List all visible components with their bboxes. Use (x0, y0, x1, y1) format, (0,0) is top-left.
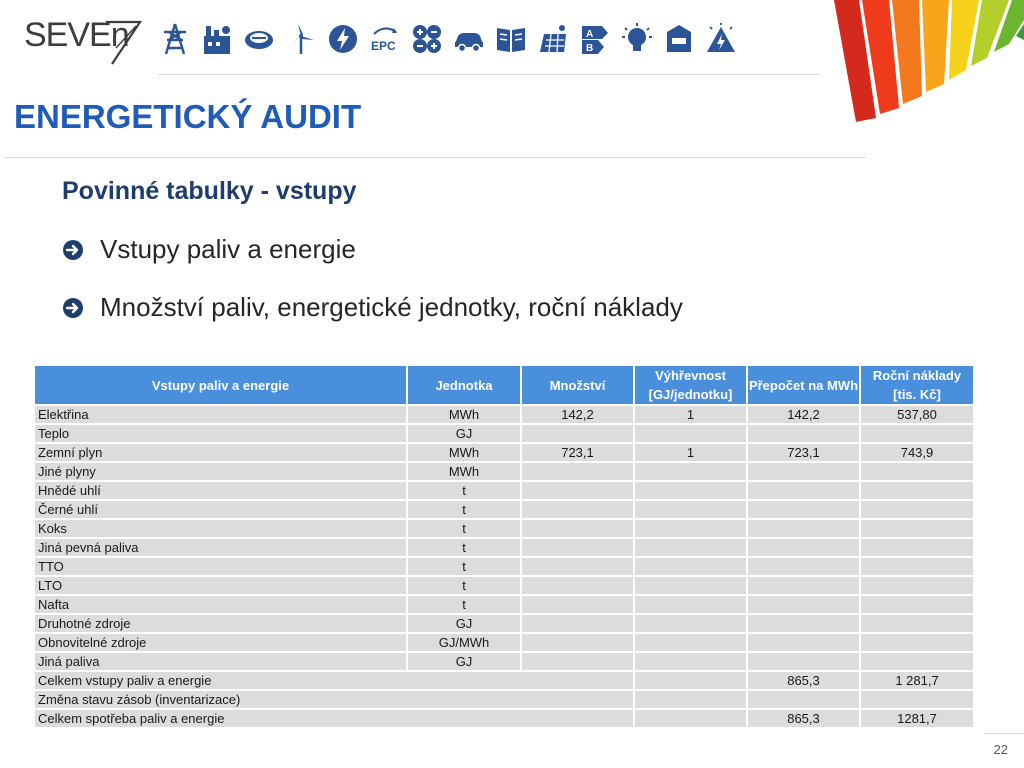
table-cell (521, 481, 634, 500)
table-cell (860, 481, 974, 500)
solar-panel-icon (532, 18, 574, 60)
table-body (34, 405, 974, 728)
table-cell (634, 690, 747, 709)
table-cell: 537,80 (860, 405, 974, 424)
table-total-row (34, 709, 974, 728)
svg-text:A: A (586, 29, 594, 40)
table-cell: MWh (407, 405, 521, 424)
header-divider (158, 74, 820, 75)
header-cell-unit: Jednotka (407, 365, 521, 405)
table-cell: 723,1 (521, 443, 634, 462)
table-cell: t (407, 595, 521, 614)
table-row (34, 652, 974, 671)
header-cell-input: Vstupy paliv a energie (34, 365, 407, 405)
epc-icon (364, 18, 406, 60)
table-cell (634, 633, 747, 652)
table-cell (860, 538, 974, 557)
table-cell: 743,9 (860, 443, 974, 462)
table-cell: 142,2 (521, 405, 634, 424)
header-cell-calorific-value: Výhřevnost [GJ/jednotku] (634, 365, 747, 405)
table-cell (521, 538, 634, 557)
table-cell (634, 614, 747, 633)
table-cell (521, 614, 634, 633)
table-cell (747, 462, 860, 481)
table-cell (521, 424, 634, 443)
bullet-item (62, 234, 356, 265)
table-row (34, 519, 974, 538)
table-row (34, 595, 974, 614)
page-title: ENERGETICKÝ AUDIT (14, 98, 362, 135)
arrow-circle-icon (62, 239, 84, 261)
table-cell (860, 424, 974, 443)
table-cell: t (407, 481, 521, 500)
table-cell (747, 614, 860, 633)
title-divider (4, 157, 866, 158)
table-cell: Elektřina (34, 405, 407, 424)
table-cell: Černé uhlí (34, 500, 407, 519)
table-row (34, 538, 974, 557)
section-subtitle: Povinné tabulky - vstupy (62, 177, 357, 205)
table-cell (747, 500, 860, 519)
table-row (34, 481, 974, 500)
table-cell (521, 576, 634, 595)
table-row (34, 500, 974, 519)
table-cell (747, 633, 860, 652)
pylon-icon (154, 18, 196, 60)
table-cell: Celkem spotřeba paliv a energie (34, 709, 634, 728)
table-cell: TTO (34, 557, 407, 576)
table-cell (521, 462, 634, 481)
car-icon (448, 18, 490, 60)
table-cell (860, 595, 974, 614)
table-cell (860, 557, 974, 576)
arrow-circle-icon (62, 297, 84, 319)
grid-icon (406, 18, 448, 60)
energy-inputs-table (33, 364, 975, 729)
table-cell (634, 576, 747, 595)
table-cell: Zemní plyn (34, 443, 407, 462)
table-cell: Obnovitelné zdroje (34, 633, 407, 652)
table-cell (634, 519, 747, 538)
table-cell: Jiné plyny (34, 462, 407, 481)
table-cell: MWh (407, 462, 521, 481)
logo-seven-mark-icon (102, 14, 144, 66)
meter-icon (238, 18, 280, 60)
table-cell: Nafta (34, 595, 407, 614)
table-cell (521, 519, 634, 538)
footer-divider (984, 733, 1024, 734)
table-cell: Hnědé uhlí (34, 481, 407, 500)
factory-icon (196, 18, 238, 60)
building-icon (658, 18, 700, 60)
table-cell (634, 462, 747, 481)
table-cell: 142,2 (747, 405, 860, 424)
table-cell (521, 652, 634, 671)
table-cell (634, 538, 747, 557)
table-cell (521, 595, 634, 614)
table-cell (634, 652, 747, 671)
table-cell: Změna stavu zásob (inventarizace) (34, 690, 634, 709)
table-cell: 865,3 (747, 709, 860, 728)
table-cell: 1 281,7 (860, 671, 974, 690)
table-cell: Druhotné zdroje (34, 614, 407, 633)
book-icon (490, 18, 532, 60)
table-row (34, 424, 974, 443)
epc-label: EPC (371, 39, 396, 53)
table-row (34, 443, 974, 462)
table-cell: t (407, 500, 521, 519)
table-header-row (34, 365, 974, 405)
table-cell (634, 424, 747, 443)
bullet-item (62, 292, 683, 323)
table-cell: t (407, 538, 521, 557)
table-cell (860, 462, 974, 481)
table-cell: GJ (407, 652, 521, 671)
table-cell (860, 519, 974, 538)
table-row (34, 633, 974, 652)
table-cell (747, 519, 860, 538)
table-cell: MWh (407, 443, 521, 462)
table-cell: t (407, 519, 521, 538)
table-row (34, 557, 974, 576)
table-cell: LTO (34, 576, 407, 595)
logo-text: SEVEn (24, 16, 129, 54)
table-cell: 865,3 (747, 671, 860, 690)
table-cell: GJ/MWh (407, 633, 521, 652)
table-row (34, 405, 974, 424)
table-cell (634, 557, 747, 576)
table-cell (747, 424, 860, 443)
table-cell (634, 500, 747, 519)
table-cell (747, 652, 860, 671)
table-cell: Teplo (34, 424, 407, 443)
table-cell: t (407, 557, 521, 576)
bullet-text: Vstupy paliv a energie (100, 234, 356, 264)
table-cell (521, 633, 634, 652)
table-cell (521, 557, 634, 576)
table-cell: Jiná pevná paliva (34, 538, 407, 557)
svg-text:B: B (586, 43, 594, 54)
table-cell (747, 595, 860, 614)
table-cell: GJ (407, 614, 521, 633)
warning-sun-icon (700, 18, 742, 60)
table-total-row (34, 690, 974, 709)
table-cell: Jiná paliva (34, 652, 407, 671)
header-cell-annual-cost: Roční náklady [tis. Kč] (860, 365, 974, 405)
header-icon-strip (154, 14, 742, 64)
lightning-icon (322, 18, 364, 60)
table-cell (521, 500, 634, 519)
table-row (34, 614, 974, 633)
seven-logo (24, 14, 140, 66)
table-cell (747, 557, 860, 576)
rainbow-decoration (804, 0, 1024, 125)
table-cell: GJ (407, 424, 521, 443)
table-cell: t (407, 576, 521, 595)
table-cell (860, 690, 974, 709)
table-cell (634, 481, 747, 500)
wind-turbine-icon (280, 18, 322, 60)
table-cell: 1 (634, 405, 747, 424)
table-total-row (34, 671, 974, 690)
table-cell (860, 633, 974, 652)
table-cell (860, 500, 974, 519)
table-row (34, 576, 974, 595)
table-cell: 1281,7 (860, 709, 974, 728)
table-cell (747, 538, 860, 557)
table-cell (747, 481, 860, 500)
table-cell (634, 595, 747, 614)
table-cell: 723,1 (747, 443, 860, 462)
bullet-text: Množství paliv, energetické jednotky, roční náklady (100, 292, 683, 322)
header-cell-quantity: Množství (521, 365, 634, 405)
table-cell (747, 576, 860, 595)
table-cell (860, 652, 974, 671)
bulb-icon (616, 18, 658, 60)
table-cell: 1 (634, 443, 747, 462)
table-cell (860, 614, 974, 633)
table-cell (634, 671, 747, 690)
energy-label-icon (574, 18, 616, 60)
table-cell (747, 690, 860, 709)
table-cell (860, 576, 974, 595)
table-row (34, 462, 974, 481)
table-cell (634, 709, 747, 728)
table-cell: Koks (34, 519, 407, 538)
table-cell: Celkem vstupy paliv a energie (34, 671, 634, 690)
header-cell-mwh: Přepočet na MWh (747, 365, 860, 405)
page-number: 22 (993, 742, 1008, 757)
